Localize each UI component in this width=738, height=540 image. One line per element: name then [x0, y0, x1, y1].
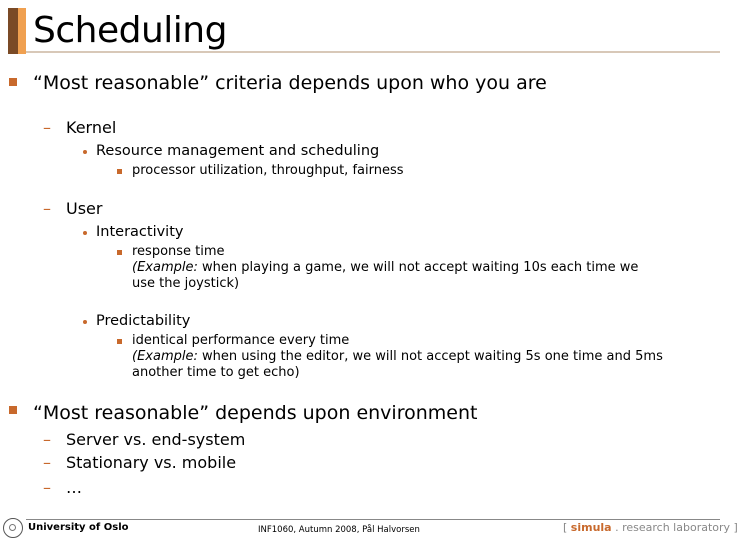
bullet-predictability: Predictability — [96, 313, 191, 329]
lab-simula: simula — [570, 521, 612, 534]
bullet-server: Server vs. end-system — [66, 430, 246, 449]
bullet-interactivity: Interactivity — [96, 224, 184, 240]
dash-bullet: – — [43, 453, 51, 472]
dash-bullet: – — [43, 118, 51, 137]
title-bar — [0, 0, 720, 54]
bullet-stationary: Stationary vs. mobile — [66, 453, 237, 472]
seal-center — [9, 524, 16, 531]
slide-title: Scheduling — [33, 10, 227, 51]
bullet-ellipsis: … — [66, 478, 82, 497]
predictability-line-1: identical performance every time — [132, 333, 350, 348]
bullet-user: User — [66, 199, 103, 218]
bullet-kernel: Kernel — [66, 118, 117, 137]
small-square-bullet-icon — [117, 169, 122, 174]
footer-course: INF1060, Autumn 2008, Pål Halvorsen — [258, 525, 420, 535]
example-text: when playing a game, we will not accept waiting 10s each time we — [197, 260, 639, 275]
small-square-bullet-icon — [117, 250, 122, 255]
predictability-line-2 — [132, 349, 663, 365]
round-bullet-icon — [83, 320, 87, 324]
example-label: (Example: — [132, 349, 198, 364]
small-square-bullet-icon — [117, 339, 122, 344]
bullet-kernel-metrics: processor utilization, throughput, fairness — [132, 163, 404, 178]
bullet-criteria: “Most reasonable” criteria depends upon who you are — [33, 72, 547, 94]
square-bullet-icon — [9, 78, 17, 86]
bullet-environment: “Most reasonable” depends upon environment — [33, 402, 478, 424]
title-accent-bar — [8, 8, 18, 54]
footer-lab-logo — [563, 521, 738, 535]
dash-bullet: – — [43, 478, 51, 497]
lab-bracket-open: [ — [563, 521, 571, 534]
dash-bullet: – — [43, 199, 51, 218]
interactivity-line-2 — [132, 260, 638, 276]
title-accent-bar-light — [18, 8, 26, 54]
example-label: (Example: — [132, 260, 198, 275]
university-seal-icon — [3, 518, 23, 538]
round-bullet-icon — [83, 150, 87, 154]
bullet-kernel-resource: Resource management and scheduling — [96, 143, 380, 159]
dash-bullet: – — [43, 430, 51, 449]
round-bullet-icon — [83, 231, 87, 235]
lab-rest: . research laboratory ] — [611, 521, 738, 534]
predictability-line-3: another time to get echo) — [132, 365, 300, 380]
interactivity-line-1: response time — [132, 244, 225, 259]
footer-university: University of Oslo — [28, 522, 129, 533]
example-text: when using the editor, we will not accept waiting 5s one time and 5ms — [197, 349, 663, 364]
footer-divider — [26, 519, 720, 520]
square-bullet-icon — [9, 406, 17, 414]
interactivity-line-3: use the joystick) — [132, 276, 240, 291]
